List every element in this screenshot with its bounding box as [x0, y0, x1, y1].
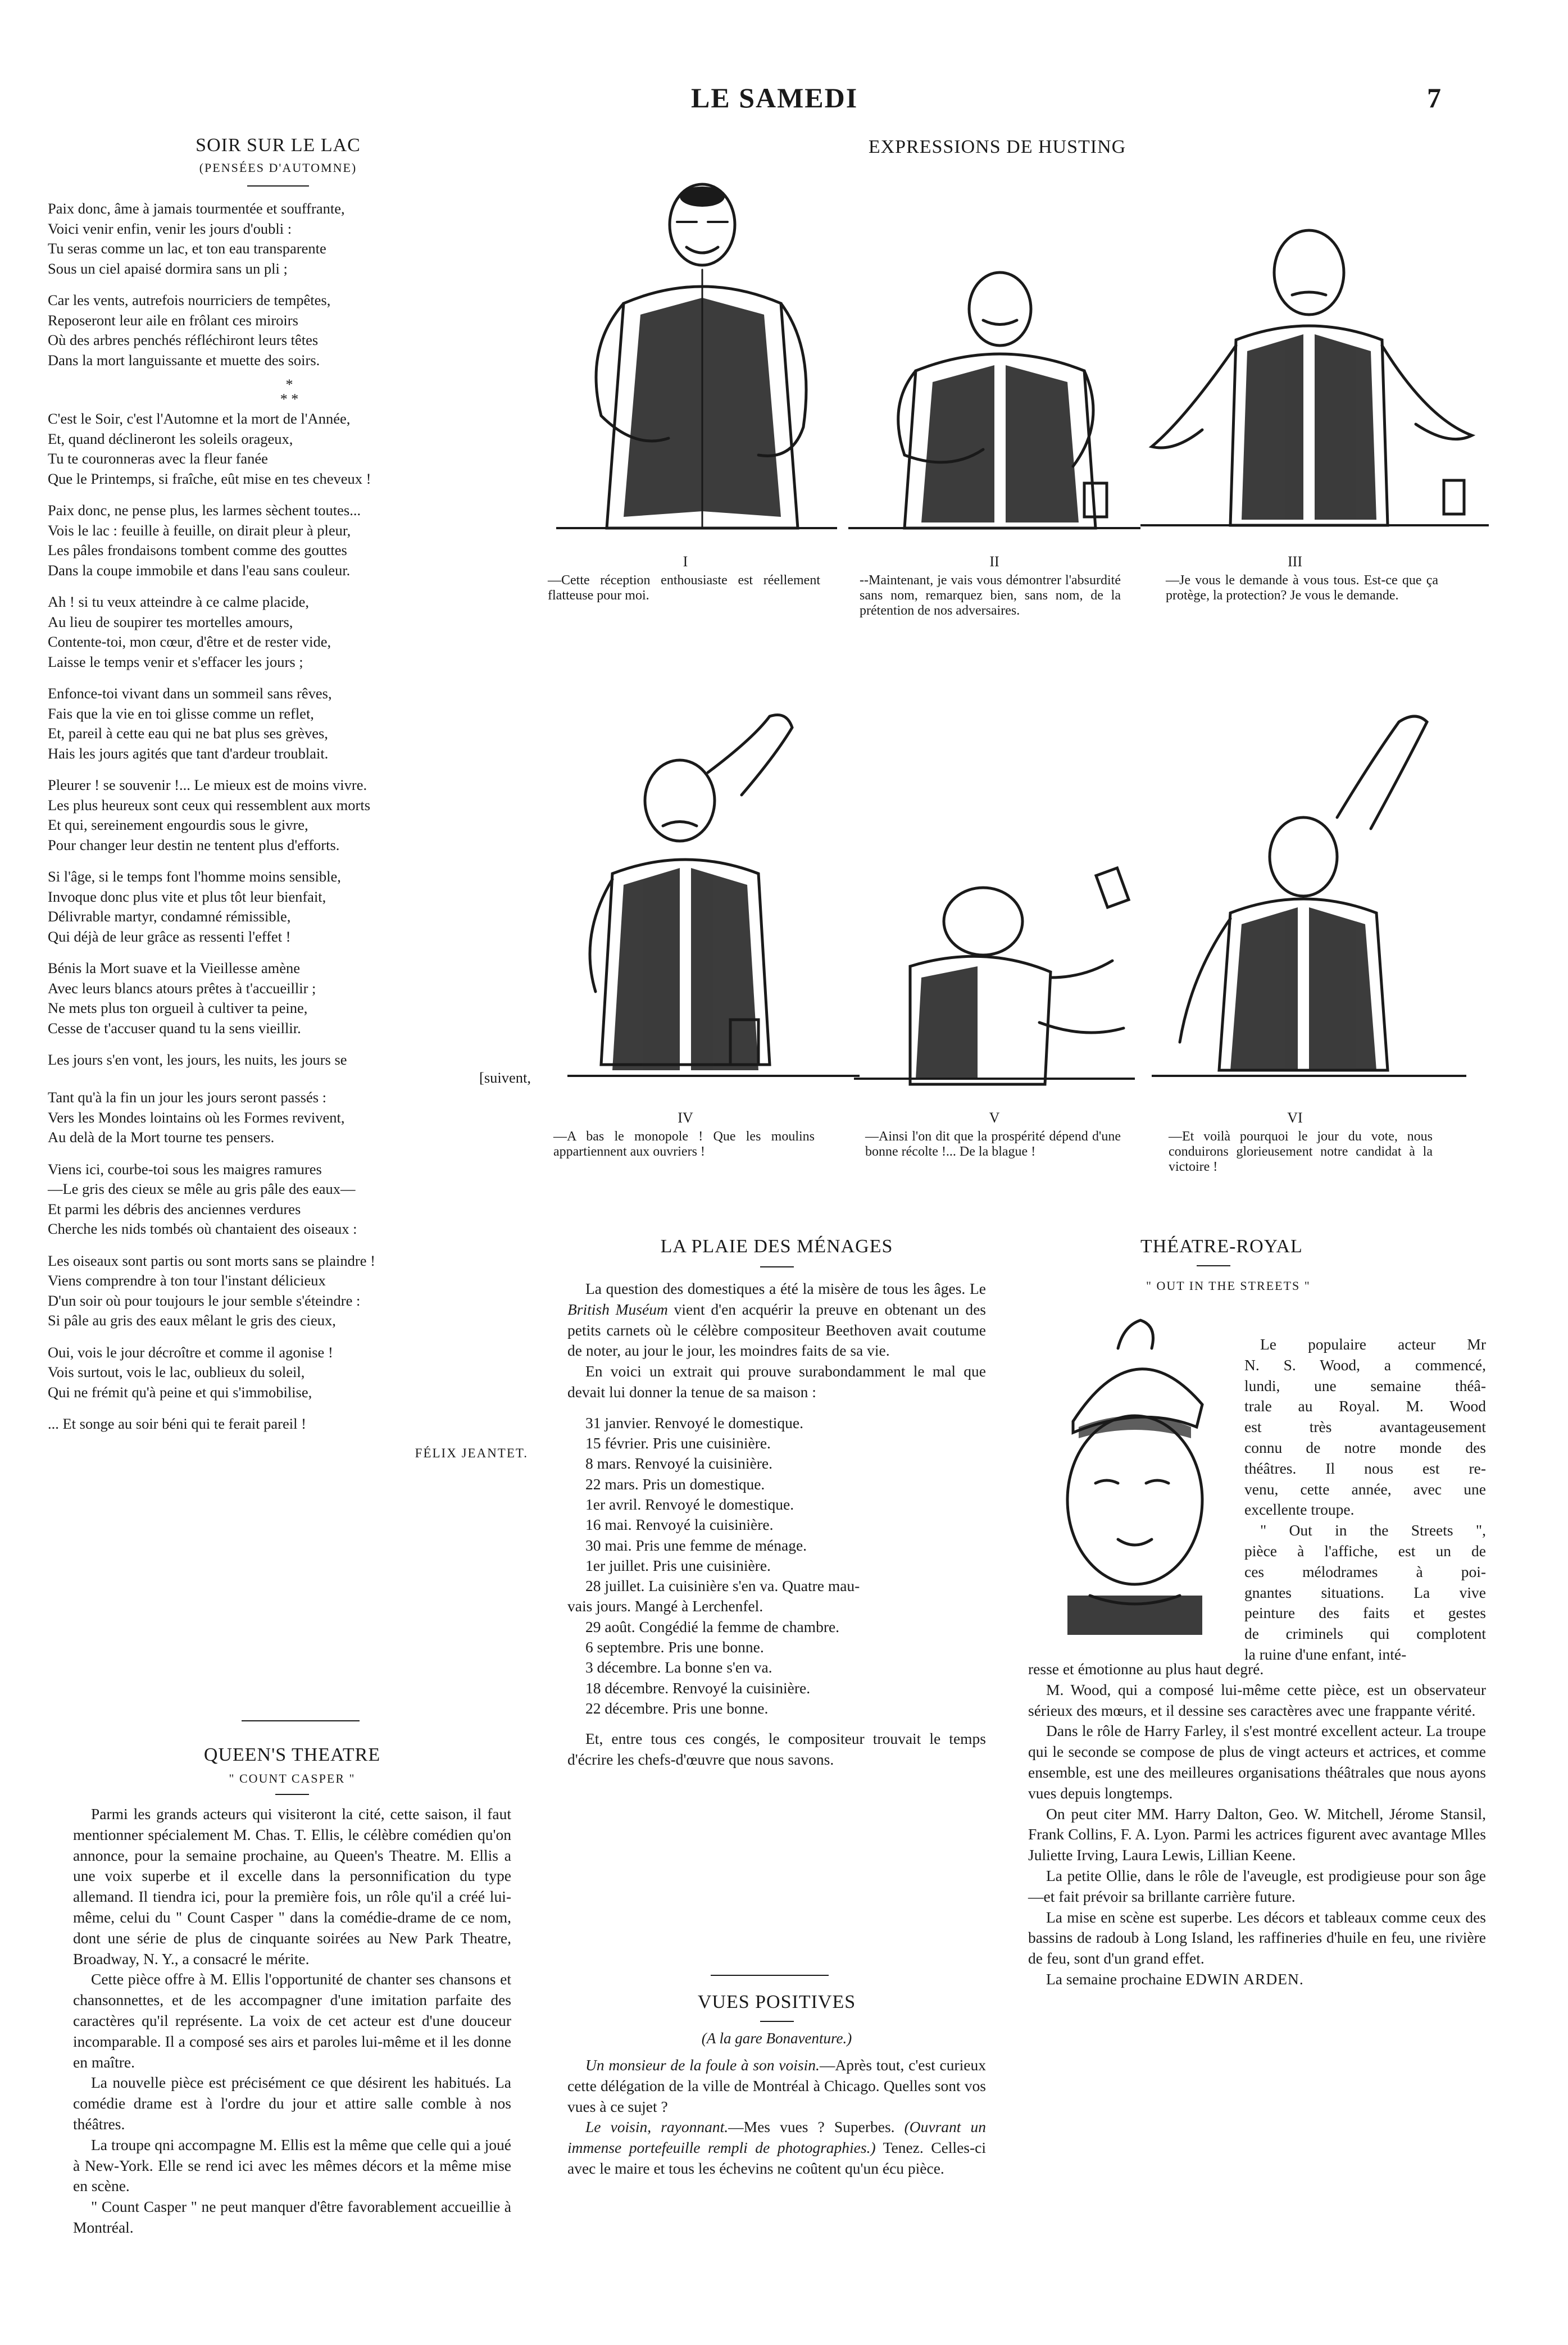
royal-paragraph: On peut citer MM. Harry Dalton, Geo. W. Mitchell, Jérome Stansil, Frank Collins, F. A. Lyon. Parmi les actrices figurent avec avantage Mlles Juliette Irving, Laura Lewis, Lillian Keene.: [1028, 1805, 1486, 1864]
poem-line: Dans la coupe immobile et dans l'eau sans couleur.: [48, 561, 351, 579]
expressions-title: EXPRESSIONS DE HUSTING: [868, 137, 1126, 157]
poem-line: Et, quand déclineront les soleils orageux,: [48, 430, 293, 447]
plaie-entry: 6 septembre. Pris une bonne.: [585, 1638, 764, 1656]
poem-line: Où des arbres penchés réfléchiront leurs têtes: [48, 331, 319, 348]
poem-line: Ne mets plus ton orgueil à cultiver ta peine,: [48, 999, 308, 1016]
queens-paragraph: " Count Casper " ne peut manquer d'être favorablement accueillie à Montréal.: [73, 2198, 511, 2236]
divider-rule-2: [711, 1975, 829, 1976]
poem-line: Qui ne frémit qu'à peine et qui s'immobilise,: [48, 1383, 312, 1401]
poem-subtitle: (PENSÉES D'AUTOMNE): [199, 161, 357, 175]
plaie-section: [567, 1236, 986, 1770]
poem-line: Tu seras comme un lac, et ton eau transparente: [48, 240, 326, 257]
vues-subtitle: (A la gare Bonaventure.): [701, 2030, 852, 2047]
cartoon-panel-5: [854, 837, 1135, 1101]
poem-line: Vois surtout, vois le lac, oublieux du soleil,: [48, 1364, 305, 1380]
poem-line: Les jours s'en vont, les jours, les nuits, les jours se: [48, 1051, 347, 1068]
royal-wrap-line: lundi, une semaine théâ-: [1244, 1376, 1486, 1394]
royal-wrap-line: peinture des faits et gestes: [1244, 1604, 1486, 1622]
poem-stanza: [48, 684, 531, 764]
royal-body: [1028, 1659, 1486, 1990]
panel-numeral-6: VI: [1287, 1110, 1303, 1126]
poem-stanza: [48, 1251, 531, 1331]
royal-portrait: [1034, 1315, 1236, 1640]
poem-line: Et, pareil à cette eau qui ne bat plus ses grèves,: [48, 725, 328, 742]
poem-line: Enfonce-toi vivant dans un sommeil sans rêves,: [48, 685, 332, 702]
royal-title: THÉATRE-ROYAL: [1140, 1236, 1303, 1257]
plaie-entry: 8 mars. Renvoyé la cuisinière.: [585, 1455, 772, 1473]
poem-line: Cherche les nids tombés où chantaient des oiseaux :: [48, 1220, 357, 1237]
poem-line: D'un soir où pour toujours le jour semble s'éteindre :: [48, 1292, 361, 1309]
plaie-entry: 1er avril. Renvoyé le domestique.: [585, 1495, 794, 1513]
poem-line: Voici venir enfin, venir les jours d'oubli :: [48, 220, 292, 237]
poem-line: Qui déjà de leur grâce as ressenti l'effet !: [48, 928, 291, 945]
royal-wrapped-text: [1244, 1334, 1486, 1665]
plaie-entry: 16 mai. Renvoyé la cuisinière.: [585, 1516, 774, 1534]
poem-line: Paix donc, âme à jamais tourmentée et souffrante,: [48, 200, 345, 217]
poem-line: Bénis la Mort suave et la Vieillesse amène: [48, 960, 301, 976]
plaie-entry: 30 mai. Pris une femme de ménage.: [585, 1536, 807, 1554]
poem-line: Fais que la vie en toi glisse comme un reflet,: [48, 705, 314, 722]
plaie-entry: 18 décembre. Renvoyé la cuisinière.: [585, 1679, 811, 1697]
vues-paragraph-2: Le voisin, rayonnant.—Mes vues ? Superbes. (Ouvrant un immense portefeuille rempli de photographies.) Tenez. Celles-ci avec le maire et tous les échevins ne coûtent qu'un écu pièce.: [567, 2118, 986, 2177]
queens-paragraph: Cette pièce offre à M. Ellis l'opportunité de chanter ses chansons et chansonnettes, et de les accompagner d'une imitation parfaite des caractères qu'il représente. La voix de cet acteur est d'une douceur incomparable. Il a composé ses airs et paroles lui-même et il les donne en maître.: [73, 1970, 511, 2071]
poem-line: [suivent,: [479, 1069, 531, 1086]
poem-line: Les pâles frondaisons tombent comme des gouttes: [48, 542, 347, 558]
poem-line: Tu te couronneras avec la fleur fanée: [48, 450, 268, 467]
poem-section: [48, 135, 531, 1461]
poem-line: Pleurer ! se souvenir !... Le mieux est de moins vivre.: [48, 776, 367, 793]
royal-last-line: La semaine prochaine EDWIN ARDEN.: [1046, 1970, 1304, 1988]
royal-wrap-line: N. S. Wood, a commencé,: [1244, 1356, 1486, 1374]
royal-paragraph: La mise en scène est superbe. Les décors et tableaux comme ceux des bassins de radoub à Long Island, les raffineries d'huile en feu, une rivière de feu, sont d'un grand effet.: [1028, 1908, 1486, 1967]
poem-stanza: [48, 867, 531, 947]
cartoon-panel-1: [556, 169, 837, 551]
panel-numeral-3: III: [1288, 553, 1302, 570]
poem-line: Viens comprendre à ton tour l'instant délicieux: [48, 1272, 326, 1289]
divider-rule: [242, 1720, 360, 1721]
cartoon-panel-2: [848, 258, 1140, 551]
queens-paragraph: Parmi les grands acteurs qui visiteront la cité, cette saison, il faut mentionner spécialement M. Chas. T. Ellis, le célèbre comédien qu'on annonce, pour la semaine prochaine, au Queen's Theatre. M. Ellis a une voix superbe et il excelle dans la personnification du type allemand. Il tiendra ici, pour la première fois, un rôle qu'il a créé lui-même, celui du " Count Casper " dans la comédie-drame de ce nom, dont une série de plus de cinquante soirées au New Park Theatre, Broadway, N. Y., a consacré le mérite.: [73, 1805, 511, 1967]
royal-wrap-end: resse et émotionne au plus haut degré.: [1028, 1660, 1264, 1678]
royal-wrap-line: gnantes situations. La vive: [1244, 1583, 1486, 1601]
royal-wrap-line: pièce à l'affiche, est un de: [1244, 1542, 1486, 1560]
poem-title: SOIR SUR LE LAC: [196, 135, 361, 156]
royal-section: [1028, 1236, 1489, 1293]
poem-line: ... Et songe au soir béni qui te ferait pareil !: [48, 1415, 306, 1432]
plaie-entry: 15 février. Pris une cuisinière.: [585, 1434, 771, 1452]
poem-line: Paix donc, ne pense plus, les larmes sèchent toutes...: [48, 502, 361, 519]
poem-line: Les oiseaux sont partis ou sont morts sans se plaindre !: [48, 1252, 375, 1269]
poem-stanza: [48, 501, 531, 580]
queens-section: [73, 1744, 511, 2238]
poem-line: Viens ici, courbe-toi sous les maigres ramures: [48, 1160, 322, 1178]
royal-paragraph: La petite Ollie, dans le rôle de l'aveugle, est prodigieuse pour son âge—et fait prévoir sa brillante carrière future.: [1028, 1866, 1486, 1905]
poem-line: Invoque donc plus vite et plus tôt leur bienfait,: [48, 888, 326, 905]
poem-line: Sous un ciel apaisé dormira sans un pli ;: [48, 260, 288, 277]
poem-stanza: [48, 592, 531, 672]
poem-stanza: [48, 775, 531, 855]
poem-line: Hais les jours agités que tant d'ardeur troublait.: [48, 744, 329, 762]
poem-line: Délivrable martyr, condamné rémissible,: [48, 908, 291, 925]
poem-line: Car les vents, autrefois nourriciers de tempêtes,: [48, 292, 331, 308]
royal-wrap-line: est très avantageusement: [1244, 1418, 1486, 1436]
royal-wrap-line: connu de notre monde des: [1244, 1438, 1486, 1456]
poem-stanza: [48, 1414, 531, 1434]
plaie-intro-1: La question des domestiques a été la misère de tous les âges. Le British Muséum vient d'en acquérir la preuve en obtenant un des petits carnets où le célèbre compositeur Beethoven avait coutume de noter, au jour le jour, les moindres faits de sa vie.: [567, 1280, 986, 1360]
page-number: 7: [1427, 82, 1442, 113]
plaie-entry: 22 décembre. Pris une bonne.: [585, 1699, 769, 1717]
poem-stanza: [48, 1160, 531, 1239]
plaie-title: LA PLAIE DES MÉNAGES: [660, 1236, 893, 1257]
poem-line: Tant qu'à la fin un jour les jours seront passés :: [48, 1089, 327, 1106]
queens-body: [73, 1804, 511, 2238]
poem-stanza: [48, 958, 531, 1038]
royal-rule: [1197, 1265, 1230, 1266]
royal-wrap-line: trale au Royal. M. Wood: [1244, 1397, 1486, 1415]
vues-section: [567, 1992, 986, 2179]
queens-rule: [275, 1794, 309, 1795]
panel-caption-3: —Je vous le demande à vous tous. Est-ce que ça protège, la protection? Je vous le demande.: [1166, 573, 1438, 603]
queens-paragraph: La nouvelle pièce est précisément ce que désirent les habitués. La comédie drame est à l'ordre du jour et attire salle comble à nos théâtres.: [73, 2074, 511, 2133]
plaie-entry: 22 mars. Pris un domestique.: [585, 1475, 765, 1493]
plaie-rule: [760, 1266, 794, 1267]
plaie-outro: Et, entre tous ces congés, le compositeur trouvait le temps d'écrire les chefs-d'œuvre que nous savons.: [567, 1730, 986, 1769]
royal-paragraph: M. Wood, qui a composé lui-même cette pièce, est un observateur sérieux des mœurs, et il dessine ses caractères avec une frappante vérité.: [1028, 1680, 1486, 1719]
cartoon-panel-3: [1140, 211, 1489, 548]
poem-line: Contente-toi, mon cœur, d'être et de rester vide,: [48, 633, 331, 650]
cartoon-panel-6: [1152, 705, 1466, 1098]
royal-paragraph: Dans le rôle de Harry Farley, il s'est montré excellent acteur. La troupe qui le seconde se compose de plus de vingt acteurs et actrices, et comme ensemble, est une des meilleures organisations théâtrales que nous ayons vues depuis longtemps.: [1028, 1722, 1486, 1802]
vues-title: VUES POSITIVES: [697, 1992, 856, 2012]
poem-line: Et qui, sereinement engourdis sous le givre,: [48, 816, 308, 833]
panel-numeral-2: II: [989, 553, 999, 570]
panel-caption-6: —Et voilà pourquoi le jour du vote, nous conduirons glorieusement notre candidat à la victoire !: [1169, 1129, 1433, 1174]
poem-stanza: [48, 1343, 531, 1403]
royal-wrap-line: excellente troupe.: [1244, 1501, 1355, 1519]
queens-subtitle: " COUNT CASPER ": [229, 1771, 356, 1785]
poem-stanza: [48, 409, 531, 489]
plaie-entry: vais jours. Mangé à Lerchenfel.: [567, 1597, 763, 1615]
vues-paragraph-1: Un monsieur de la foule à son voisin.—Après tout, c'est curieux cette délégation de la ville de Montréal à Chicago. Quelles sont vos vues à ce sujet ?: [567, 2056, 986, 2115]
poem-line: C'est le Soir, c'est l'Automne et la mort de l'Année,: [48, 410, 351, 427]
royal-wrap-line: " Out in the Streets ",: [1260, 1521, 1486, 1539]
poem-line: Au delà de la Mort tourne tes pensers.: [48, 1129, 275, 1146]
poem-body: [48, 199, 531, 1434]
poem-line: Et parmi les débris des anciennes verdures: [48, 1200, 301, 1217]
panel-caption-2: --Maintenant, je vais vous démontrer l'absurdité sans nom, remarquez bien, sans nom, de la prétention de nos adversaires.: [860, 573, 1121, 618]
poem-stanza: [48, 290, 531, 370]
queens-paragraph: La troupe qni accompagne M. Ellis est la même que celle qui a joué à New-York. Elle se rend ici avec les mêmes décors et la même mise en scène.: [73, 2135, 511, 2195]
plaie-entry: 31 janvier. Renvoyé le domestique.: [585, 1414, 803, 1431]
poem-line: Cesse de t'accuser quand tu la sens vieillir.: [48, 1019, 301, 1037]
panel-numeral-1: I: [683, 553, 688, 570]
poem-stanza: [48, 199, 531, 279]
plaie-entries: [567, 1413, 986, 1719]
poem-line: Oui, vois le jour décroître et comme il agonise !: [48, 1343, 333, 1361]
poem-line: Vers les Mondes lointains où les Formes revivent,: [48, 1108, 345, 1126]
vues-rule: [760, 2021, 794, 2022]
poem-line: Que le Printemps, si fraîche, eût mise en tes cheveux !: [48, 470, 371, 487]
plaie-intro-2: En voici un extrait qui prouve surabondamment le mal que devait lui donner la tenue de sa maison :: [567, 1362, 986, 1401]
poem-signature: FÉLIX JEANTET.: [415, 1446, 528, 1460]
poem-stanza: [48, 1050, 531, 1148]
panel-caption-4: —A bas le monopole ! Que les moulins appartiennent aux ouvriers !: [553, 1129, 815, 1159]
royal-wrap-line: de criminels qui complotent: [1244, 1625, 1486, 1643]
plaie-entry: 29 août. Congédié la femme de chambre.: [585, 1617, 840, 1635]
royal-wrap-line: théâtres. Il nous est re-: [1244, 1459, 1486, 1477]
royal-wrap-line: venu, cette année, avec une: [1244, 1480, 1486, 1498]
poem-line: Ah ! si tu veux atteindre à ce calme placide,: [48, 593, 310, 610]
royal-subtitle: " OUT IN THE STREETS ": [1146, 1279, 1311, 1293]
plaie-entry: 1er juillet. Pris une cuisinière.: [585, 1556, 771, 1574]
panel-caption-5: —Ainsi l'on dit que la prospérité dépend d'une bonne récolte !... De la blague !: [865, 1129, 1121, 1159]
poem-line: Les plus heureux sont ceux qui ressemblent aux morts: [48, 796, 371, 814]
poem-line: Reposeront leur aile en frôlant ces miroirs: [48, 311, 298, 329]
poem-line: Si pâle au gris des eaux mêlant le gris des cieux,: [48, 1312, 336, 1329]
poem-line: Dans la mort languissante et muette des soirs.: [48, 351, 320, 369]
poem-line: Au lieu de soupirer tes mortelles amours,: [48, 613, 293, 630]
queens-title: QUEEN'S THEATRE: [203, 1744, 381, 1765]
plaie-entry: 3 décembre. La bonne s'en va.: [585, 1658, 772, 1676]
royal-wrap-line: la ruine d'une enfant, inté-: [1244, 1645, 1407, 1663]
royal-wrap-line: Le populaire acteur Mr: [1260, 1335, 1486, 1353]
poem-line: Si l'âge, si le temps font l'homme moins sensible,: [48, 868, 341, 885]
panel-numeral-5: V: [989, 1110, 1000, 1126]
poem-rule: [247, 185, 309, 187]
poem-line: Pour changer leur destin ne tentent plus d'efforts.: [48, 836, 340, 853]
royal-wrap-line: ces mélodrames à poi-: [1244, 1562, 1486, 1580]
panel-caption-1: —Cette réception enthousiaste est réellement flatteuse pour moi.: [548, 573, 820, 603]
panel-numeral-4: IV: [678, 1110, 693, 1126]
poem-line: Vois le lac : feuille à feuille, on dirait pleur à pleur,: [48, 521, 351, 539]
poem-asterism: * * *: [280, 376, 299, 407]
poem-line: Laisse le temps venir et s'effacer les jours ;: [48, 653, 303, 670]
masthead-title: LE SAMEDI: [691, 82, 858, 113]
british-museum-name: British Muséum: [567, 1300, 668, 1318]
cartoon-panel-4: [567, 705, 860, 1098]
poem-line: Avec leurs blancs atours prêtes à t'accueillir ;: [48, 979, 316, 997]
poem-line: —Le gris des cieux se mêle au gris pâle des eaux—: [48, 1180, 356, 1197]
plaie-entry: 28 juillet. La cuisinière s'en va. Quatre mau-: [585, 1577, 860, 1595]
